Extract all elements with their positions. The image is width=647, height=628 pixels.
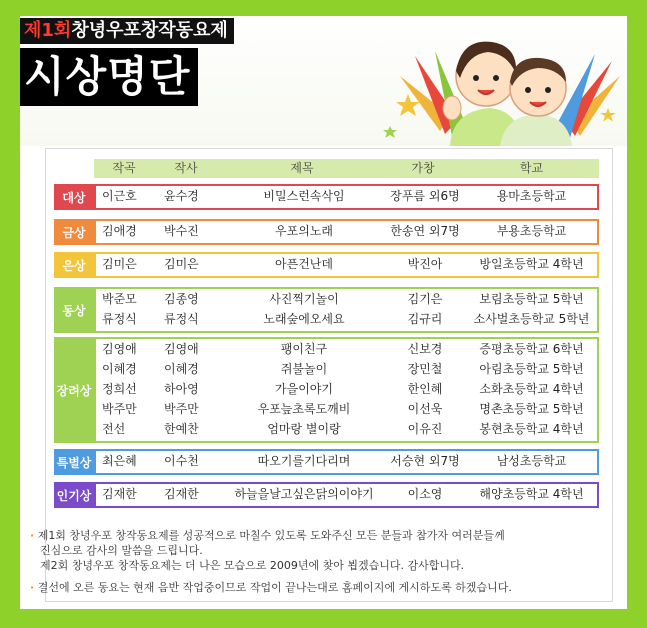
- cell-lyricist: 김영애: [164, 342, 199, 356]
- header-lyricist: 작사: [174, 161, 198, 175]
- award-group: [94, 287, 599, 333]
- event-title: [20, 18, 234, 44]
- cell-lyricist: 박주만: [164, 402, 199, 416]
- header-title: 제목: [290, 161, 314, 175]
- cell-composer: 김애경: [102, 224, 137, 238]
- award-group: [94, 337, 599, 443]
- cell-lyricist: 하아영: [164, 382, 199, 396]
- cell-lyricist: 이수천: [164, 454, 199, 468]
- note-2-text: 결선에 오른 동요는 현재 음반 작업중이므로 작업이 끝나는대로 홈페이지에 게시하도록 하겠습니다.: [37, 581, 512, 594]
- cell-composer: 이근호: [102, 189, 137, 203]
- cell-lyricist: 김미은: [164, 257, 199, 271]
- cell-title: 쥐불놀이: [280, 362, 328, 376]
- cell-school: 봉현초등학교 4학년: [479, 422, 584, 436]
- award-label: 특별상: [54, 449, 94, 475]
- note-1-cont: 진심으로 감사의 말씀을 드립니다.: [40, 544, 203, 557]
- table-row: [96, 452, 601, 470]
- cell-lyricist: 이혜경: [164, 362, 199, 376]
- cell-singer: 신보경: [407, 342, 443, 356]
- cell-composer: 김영애: [102, 342, 137, 356]
- cell-composer: 전선: [102, 422, 126, 436]
- cell-lyricist: 김종영: [164, 292, 199, 306]
- cell-lyricist: 류정식: [164, 312, 199, 326]
- cell-lyricist: 한예찬: [164, 422, 199, 436]
- table-row: [96, 380, 601, 398]
- cell-title: 비밀스런속삭임: [263, 189, 345, 203]
- note-2: · 결선에 오른 동요는 현재 음반 작업중이므로 작업이 끝나는대로 홈페이지에 게시하도록 하겠습니다.: [30, 581, 512, 594]
- table-row: [96, 187, 601, 205]
- award-label: 은상: [54, 252, 94, 278]
- cell-school: 아림초등학교 5학년: [479, 362, 584, 376]
- table-row: [96, 485, 601, 503]
- note-1-text: 제1회 창녕우포 창작동요제를 성공적으로 마칠수 있도록 도와주신 모든 분들과 참가자 여러분들께: [37, 529, 505, 542]
- cell-singer: 장민철: [407, 362, 443, 376]
- cell-singer: 서승현 외7명: [390, 454, 460, 468]
- award-label: 인기상: [54, 482, 94, 508]
- cell-singer: 이유진: [407, 422, 443, 436]
- cell-singer: 김기은: [407, 292, 443, 306]
- award-group: [94, 219, 599, 245]
- cell-composer: 류정식: [102, 312, 137, 326]
- cell-singer: 이소영: [407, 487, 443, 501]
- cell-title: 사진찍기놀이: [269, 292, 339, 306]
- cell-school: 소화초등학교 4학년: [479, 382, 584, 396]
- table-header: [94, 159, 599, 178]
- award-label: 금상: [54, 219, 94, 245]
- cell-school: 보림초등학교 5학년: [479, 292, 584, 306]
- cell-singer: 한송연 외7명: [390, 224, 460, 238]
- award-group: [94, 252, 599, 278]
- cell-singer: 이선욱: [407, 402, 443, 416]
- cell-school: 방일초등학교 4학년: [479, 257, 584, 271]
- cell-composer: 최은혜: [102, 454, 137, 468]
- award-label: 동상: [54, 287, 94, 333]
- award-group: [94, 482, 599, 508]
- award-group: [94, 184, 599, 210]
- cell-title: 따오기를기다리며: [257, 454, 351, 468]
- cell-school: 증평초등학교 6학년: [479, 342, 584, 356]
- table-row: [96, 290, 601, 308]
- cell-singer: 김규리: [407, 312, 443, 326]
- header-banner: [20, 16, 627, 146]
- cell-composer: 이혜경: [102, 362, 137, 376]
- header-singer: 가창: [411, 161, 435, 175]
- cell-school: 명촌초등학교 5학년: [479, 402, 584, 416]
- cell-title: 우포늪초록도깨비: [257, 402, 351, 416]
- table-row: [96, 222, 601, 240]
- header-composer: 작곡: [112, 161, 136, 175]
- cell-lyricist: 박수진: [164, 224, 199, 238]
- cell-title: 가을이야기: [275, 382, 333, 396]
- cell-composer: 박준모: [102, 292, 137, 306]
- page-title: 시상명단: [20, 48, 198, 106]
- cell-lyricist: 윤수경: [164, 189, 199, 203]
- cell-school: 용마초등학교: [496, 189, 567, 203]
- celebration-illustration: [380, 16, 627, 146]
- cell-school: 소사벌초등학교 5학년: [473, 312, 590, 326]
- cell-title: 하늘을날고싶은닭의이야기: [234, 487, 374, 501]
- table-row: [96, 400, 601, 418]
- table-row: [96, 310, 601, 328]
- cell-lyricist: 김재한: [164, 487, 199, 501]
- award-group: [94, 449, 599, 475]
- event-title-rest: 창녕우포창작동요제: [71, 20, 228, 41]
- cell-title: 팽이친구: [280, 342, 328, 356]
- award-label: 대상: [54, 184, 94, 210]
- table-row: [96, 255, 601, 273]
- cell-singer: 장푸름 외6명: [390, 189, 460, 203]
- cell-title: 엄마랑 별이랑: [267, 422, 341, 436]
- cell-school: 해양초등학교 4학년: [479, 487, 584, 501]
- cell-school: 부용초등학교: [496, 224, 567, 238]
- event-title-prefix: 제1회: [24, 20, 72, 41]
- award-label: 장려상: [54, 337, 94, 443]
- table-row: [96, 360, 601, 378]
- cell-composer: 박주만: [102, 402, 137, 416]
- content-panel: [20, 16, 627, 609]
- cell-composer: 정희선: [102, 382, 137, 396]
- cell-composer: 김재한: [102, 487, 137, 501]
- header-school: 학교: [519, 161, 544, 175]
- cell-composer: 김미은: [102, 257, 137, 271]
- cell-title: 노래숲에오세요: [263, 312, 345, 326]
- table-row: [96, 420, 601, 438]
- cell-singer: 한인혜: [407, 382, 443, 396]
- cell-title: 아픈건난데: [275, 257, 333, 271]
- cell-title: 우포의노래: [275, 224, 333, 238]
- note-1-cont2: 제2회 창녕우포 창작동요제는 더 나은 모습으로 2009년에 찾아 뵙겠습니다. 감사합니다.: [40, 559, 465, 572]
- cell-school: 남성초등학교: [496, 454, 567, 468]
- note-1: · 제1회 창녕우포 창작동요제를 성공적으로 마칠수 있도록 도와주신 모든 분들과 참가자 여러분들께: [30, 529, 505, 542]
- cell-singer: 박진아: [407, 257, 443, 271]
- table-row: [96, 340, 601, 358]
